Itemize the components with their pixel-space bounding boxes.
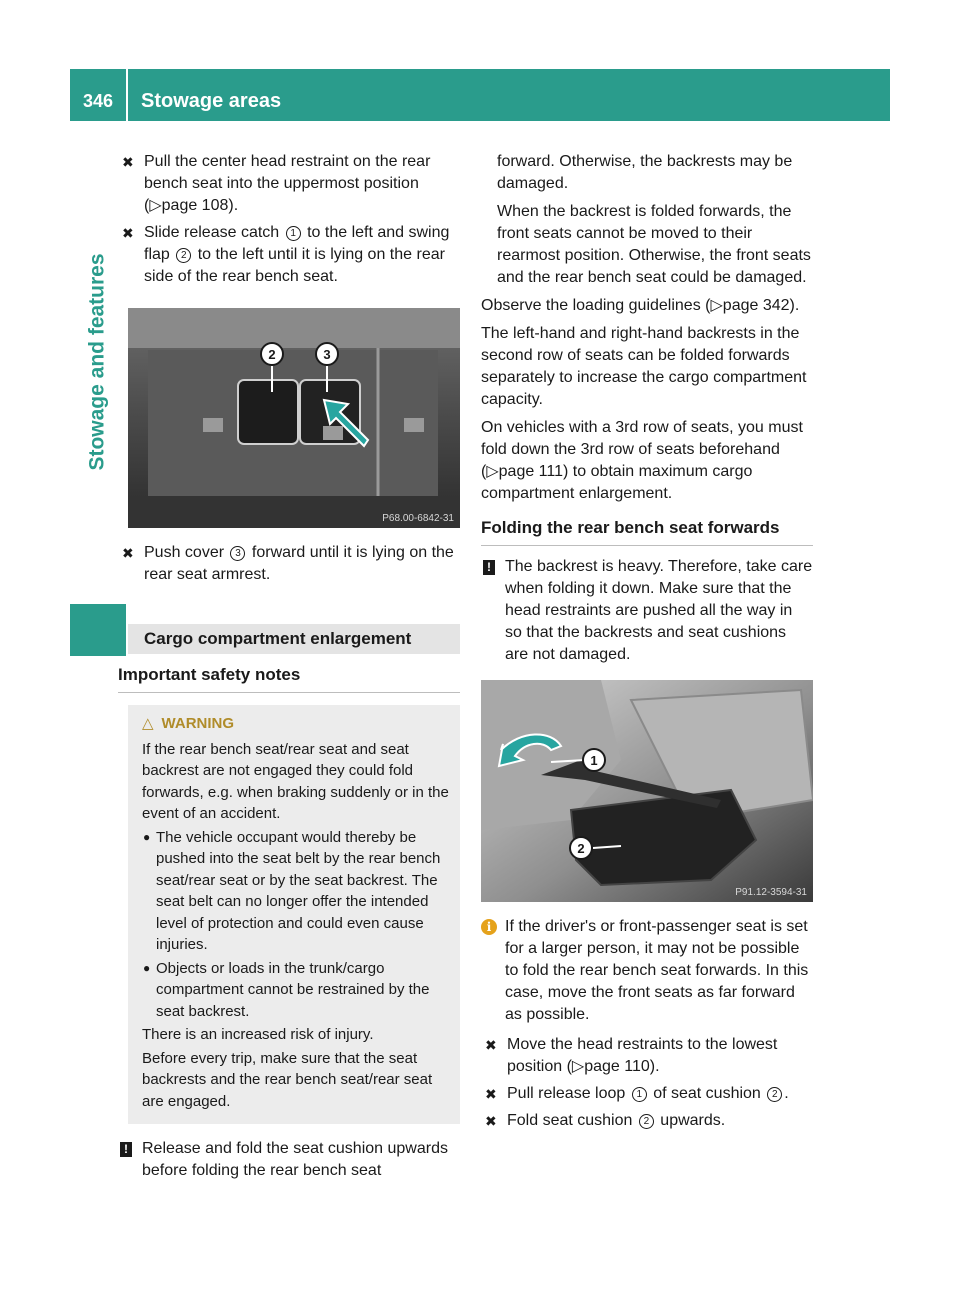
info-note: i If the driver's or front-passenger seat is set for a larger person, it may not be possible to fold the rear bench seat forwards. In this case, move the front seats as far forward as possible. [481, 916, 813, 1026]
step-fold-seat-cushion: ✖ Fold seat cushion 2 upwards. [481, 1110, 813, 1132]
figure-seat-cushion [481, 680, 813, 902]
warning-box [128, 705, 460, 1124]
figure-callout: 1 [590, 753, 598, 768]
notice-exclamation-icon: ! [483, 560, 495, 575]
step-slide-release-catch: ✖ Slide release catch 1 to the left and swing flap 2 to the left until it is lying on the rear side of the rear bench seat. [122, 224, 450, 285]
warning-bullet: ● Objects or loads in the trunk/cargo compartment cannot be restrained by the seat backrest. [143, 959, 430, 1020]
step-push-cover: ✖ Push cover 3 forward until it is lying on the rear seat armrest. [122, 544, 454, 583]
bullet-icon: ● [143, 960, 151, 975]
step-arrow-icon: ✖ [122, 225, 134, 241]
page-ref-link[interactable]: page 342 [722, 297, 790, 314]
page-ref-link[interactable]: page 111 [498, 463, 563, 480]
notice-release-cushion: ! Release and fold the seat cushion upwards before folding the rear bench seat [118, 1138, 460, 1182]
callout-number: 1 [632, 1087, 647, 1102]
callout-number: 1 [286, 226, 301, 241]
figure-callout: 2 [268, 347, 276, 362]
warning-triangle-icon: △ [142, 715, 154, 732]
figure-trunk-flap [128, 308, 460, 528]
figure-callout: 2 [577, 841, 585, 856]
figure-code: P68.00-6842-31 [382, 513, 454, 524]
third-row-paragraph: On vehicles with a 3rd row of seats, you must fold down the 3rd row of seats beforehand (▷page 111) to obtain maximum cargo compartment enlargement. [481, 419, 803, 502]
callout-number: 2 [767, 1087, 782, 1102]
page-ref-arrow-icon: ▷ [571, 1058, 585, 1075]
step-arrow-icon: ✖ [122, 545, 134, 561]
page-number: 346 [82, 91, 114, 111]
observe-guidelines: Observe the loading guidelines (▷page 342). [481, 297, 800, 314]
side-tab-label: Stowage and features [86, 253, 109, 471]
warning-intro: If the rear bench seat/rear seat and seat backrest are not engaged they could fold forwards, e.g. when braking suddenly or in the event of an accident. [142, 740, 449, 822]
step-arrow-icon: ✖ [485, 1113, 497, 1129]
right-column [481, 151, 813, 1137]
backrests-paragraph: The left-hand and right-hand backrests in the second row of seats can be folded forwards separately to increase the cargo compartment capacity. [481, 325, 807, 408]
header-divider [126, 69, 128, 121]
callout-number: 2 [176, 248, 191, 263]
callout-number: 2 [639, 1114, 654, 1129]
trunk-flap-illustration [128, 308, 460, 528]
step-arrow-icon: ✖ [485, 1086, 497, 1102]
folded-note: When the backrest is folded forwards, the front seats cannot be moved to their rearmost position. Otherwise, the front seats and the rear bench seat could be damaged. [497, 203, 811, 286]
warning-bullet: ● The vehicle occupant would thereby be pushed into the seat belt by the rear bench seat/rear seat or by the seat backrest. The seat belt can no longer offer the intended level of protection and could even cause injuries. [143, 828, 441, 953]
page-ref-link[interactable]: page 110 [584, 1058, 650, 1075]
warning-advice: Before every trip, make sure that the seat backrests and the rear bench seat/rear seat are engaged. [142, 1049, 433, 1110]
seat-cushion-illustration [481, 680, 813, 902]
page-ref-arrow-icon: ▷ [710, 297, 723, 314]
notice-exclamation-icon: ! [120, 1142, 132, 1157]
figure-callout: 3 [323, 347, 331, 362]
step-pull-head-restraint: ✖ Pull the center head restraint on the rear bench seat into the uppermost position (▷page 108). [122, 153, 431, 214]
info-icon: i [481, 919, 497, 935]
step-arrow-icon: ✖ [122, 154, 134, 170]
heading-cargo-enlargement: Cargo compartment enlargement [128, 624, 460, 654]
page-ref-arrow-icon: ▷ [486, 463, 499, 480]
bullet-icon: ● [143, 829, 151, 844]
step-move-head-restraints: ✖ Move the head restraints to the lowest position (▷page 110). [485, 1036, 778, 1075]
continuation-text: forward. Otherwise, the backrests may be damaged. [497, 153, 793, 192]
step-arrow-icon: ✖ [485, 1037, 497, 1053]
page-ref-arrow-icon: ▷ [149, 197, 162, 214]
section-title: Stowage areas [141, 90, 282, 112]
warning-risk: There is an increased risk of injury. [142, 1026, 374, 1043]
page-ref-link[interactable]: page 108 [161, 197, 229, 214]
left-column [118, 151, 460, 1188]
notice-backrest-heavy: ! The backrest is heavy. Therefore, take care when folding it down. Make sure that the head restraints are pushed all the way in so that the backrests and seat cushions are not damaged. [481, 556, 813, 666]
heading-folding-bench-seat: Folding the rear bench seat forwards [481, 515, 813, 546]
callout-number: 3 [230, 546, 245, 561]
figure-code: P91.12-3594-31 [735, 887, 807, 898]
heading-safety-notes: Important safety notes [118, 662, 460, 693]
step-pull-release-loop: ✖ Pull release loop 1 of seat cushion 2 . [481, 1083, 813, 1105]
warning-heading: △ WARNING [142, 715, 235, 732]
